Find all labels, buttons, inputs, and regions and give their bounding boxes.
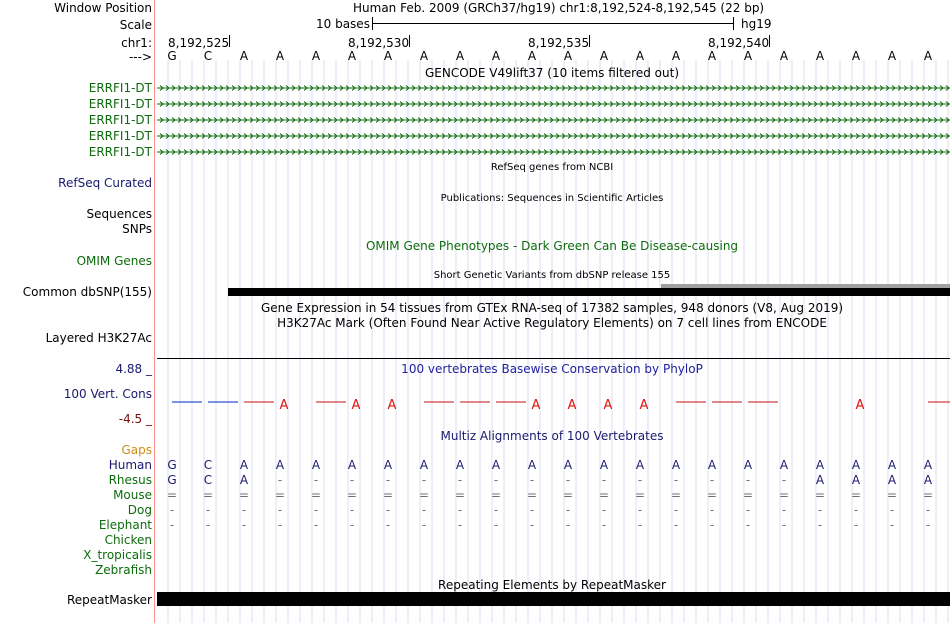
gencode-track-title: GENCODE V49lift37 (10 items filtered out) — [424, 66, 680, 80]
multiz-base: - — [205, 518, 211, 532]
multiz-base: - — [169, 503, 175, 517]
multiz-base: - — [457, 473, 463, 487]
sequence-base: A — [455, 49, 465, 63]
phylop-logo-base: A — [567, 398, 577, 413]
multiz-base: A — [455, 458, 465, 472]
multiz-species-label[interactable]: Chicken — [104, 533, 152, 547]
gencode-transcript-label[interactable]: ERRFI1-DT — [88, 97, 152, 111]
multiz-base: A — [419, 458, 429, 472]
multiz-base: - — [385, 473, 391, 487]
multiz-base: - — [709, 473, 715, 487]
multiz-base: A — [563, 458, 573, 472]
multiz-species-label[interactable]: Elephant — [98, 518, 152, 532]
gencode-transcript-label[interactable]: ERRFI1-DT — [88, 113, 152, 127]
multiz-species-label[interactable]: Rhesus — [108, 473, 152, 487]
phylop-logo-plot[interactable] — [157, 392, 950, 416]
multiz-base: - — [745, 503, 751, 517]
ruler-coordinate: 8,192,535 — [528, 36, 590, 50]
multiz-base: = — [346, 488, 358, 502]
multiz-species-label[interactable]: Human — [108, 458, 152, 472]
multiz-base: - — [493, 518, 499, 532]
sequence-base: A — [275, 49, 285, 63]
multiz-base: = — [382, 488, 394, 502]
phylop-min-value: -4.5 _ — [118, 412, 152, 426]
ruler-tick — [769, 35, 770, 47]
multiz-base: - — [853, 503, 859, 517]
multiz-base: = — [166, 488, 178, 502]
multiz-base: = — [202, 488, 214, 502]
multiz-base: A — [851, 458, 861, 472]
scale-label[interactable]: Scale — [119, 18, 152, 32]
multiz-base: A — [815, 458, 825, 472]
multiz-base: = — [274, 488, 286, 502]
multiz-base: - — [637, 503, 643, 517]
sequence-base: A — [419, 49, 429, 63]
phylop-logo-base: A — [531, 398, 541, 413]
h3k27ac-baseline — [157, 358, 950, 359]
multiz-base: A — [599, 458, 609, 472]
multiz-base: A — [815, 473, 825, 487]
multiz-base: = — [742, 488, 754, 502]
refseq-track-title: RefSeq genes from NCBI — [490, 162, 614, 173]
multiz-base: = — [526, 488, 538, 502]
multiz-base: = — [778, 488, 790, 502]
multiz-base: = — [850, 488, 862, 502]
sequence-base: A — [923, 49, 933, 63]
multiz-base: - — [673, 503, 679, 517]
ruler-coordinate: 8,192,525 — [168, 36, 230, 50]
multiz-base: - — [277, 473, 283, 487]
multiz-base: A — [239, 473, 249, 487]
sequence-base: G — [167, 49, 177, 63]
multiz-base: - — [601, 503, 607, 517]
multiz-base: - — [241, 518, 247, 532]
sequence-base: A — [239, 49, 249, 63]
left-border — [154, 0, 155, 623]
sequence-base: A — [563, 49, 573, 63]
phylop-logo-base: A — [279, 398, 289, 413]
sequence-base: A — [815, 49, 825, 63]
publications-track-title: Publications: Sequences in Scientific Articles — [440, 193, 664, 204]
multiz-base: A — [671, 458, 681, 472]
multiz-base: = — [922, 488, 934, 502]
sequence-base: A — [671, 49, 681, 63]
gencode-transcript-label[interactable]: ERRFI1-DT — [88, 145, 152, 159]
multiz-base: - — [313, 473, 319, 487]
phylop-logo-base: A — [639, 398, 649, 413]
multiz-base: - — [781, 518, 787, 532]
multiz-base: A — [851, 473, 861, 487]
multiz-base: - — [637, 473, 643, 487]
sequence-base: A — [491, 49, 501, 63]
multiz-base: A — [347, 458, 357, 472]
gencode-transcripts[interactable] — [157, 80, 950, 158]
sequence-base: A — [707, 49, 717, 63]
scale-bar-left-tick — [372, 17, 373, 30]
snps-track-label[interactable]: SNPs — [122, 222, 152, 236]
multiz-base: - — [313, 518, 319, 532]
multiz-base: - — [313, 503, 319, 517]
multiz-gaps-label[interactable]: Gaps — [121, 443, 152, 457]
multiz-base: - — [817, 518, 823, 532]
multiz-base: - — [817, 503, 823, 517]
multiz-base: A — [923, 473, 933, 487]
sequence-base: A — [851, 49, 861, 63]
multiz-base: - — [277, 518, 283, 532]
repeatmasker-track-title: Repeating Elements by RepeatMasker — [438, 578, 666, 592]
multiz-base: = — [886, 488, 898, 502]
sequence-base: A — [311, 49, 321, 63]
multiz-base: - — [925, 503, 931, 517]
window-position-label[interactable]: Window Position — [54, 1, 152, 15]
repeatmasker-element-bar[interactable] — [157, 592, 950, 606]
multiz-base: - — [205, 503, 211, 517]
multiz-base: = — [598, 488, 610, 502]
multiz-base: - — [421, 518, 427, 532]
phylop-logo-base: A — [351, 398, 361, 413]
multiz-base: - — [529, 518, 535, 532]
phylop-track-label[interactable]: 100 Vert. Cons — [63, 387, 152, 401]
gtex-track-title: Gene Expression in 54 tissues from GTEx RNA-seq of 17382 samples, 948 donors (V8, Aug 2019) — [260, 301, 844, 315]
multiz-base: - — [781, 473, 787, 487]
multiz-base: = — [418, 488, 430, 502]
sequence-base: A — [743, 49, 753, 63]
dbsnp-variant-bar[interactable] — [228, 288, 661, 296]
multiz-base: G — [167, 458, 177, 472]
multiz-base: - — [673, 473, 679, 487]
scale-bar — [372, 23, 733, 24]
ruler-coordinate: 8,192,540 — [708, 36, 770, 50]
multiz-base: - — [457, 503, 463, 517]
phylop-max-value: 4.88 _ — [115, 362, 152, 376]
sequence-base: A — [347, 49, 357, 63]
multiz-base: - — [745, 473, 751, 487]
multiz-base: A — [923, 458, 933, 472]
multiz-base: - — [889, 518, 895, 532]
multiz-base: - — [565, 518, 571, 532]
sequence-base: A — [779, 49, 789, 63]
chr-label[interactable]: chr1: — [121, 36, 152, 50]
multiz-base: = — [706, 488, 718, 502]
multiz-base: - — [493, 503, 499, 517]
multiz-base: - — [529, 473, 535, 487]
multiz-base: - — [349, 518, 355, 532]
multiz-base: - — [601, 473, 607, 487]
sequence-base: A — [887, 49, 897, 63]
multiz-track-title: Multiz Alignments of 100 Vertebrates — [440, 429, 664, 443]
multiz-base: - — [457, 518, 463, 532]
multiz-base: - — [853, 518, 859, 532]
omim-track-label[interactable]: OMIM Genes — [76, 254, 152, 268]
multiz-base: - — [421, 503, 427, 517]
multiz-base: A — [707, 458, 717, 472]
scale-bar-right-tick — [733, 17, 734, 30]
scale-db-text: hg19 — [741, 17, 772, 31]
multiz-base: = — [310, 488, 322, 502]
multiz-species-label[interactable]: Zebrafish — [95, 563, 152, 577]
strand-label[interactable]: ---> — [128, 50, 152, 64]
ruler-tick — [229, 35, 230, 47]
multiz-base: - — [241, 503, 247, 517]
dbsnp-track-title: Short Genetic Variants from dbSNP release 155 — [433, 270, 671, 281]
phylop-logo-base: A — [603, 398, 613, 413]
multiz-base: - — [925, 518, 931, 532]
multiz-base: A — [383, 458, 393, 472]
multiz-base: - — [421, 473, 427, 487]
phylop-track-title: 100 vertebrates Basewise Conservation by PhyloP — [401, 362, 703, 376]
multiz-base: = — [562, 488, 574, 502]
multiz-species-label[interactable]: Dog — [127, 503, 152, 517]
multiz-base: = — [238, 488, 250, 502]
multiz-base: - — [565, 503, 571, 517]
multiz-base: = — [454, 488, 466, 502]
ruler-tick — [409, 35, 410, 47]
multiz-base: A — [887, 458, 897, 472]
multiz-base: A — [779, 458, 789, 472]
scale-bases-text: 10 bases — [316, 17, 370, 31]
multiz-base: A — [275, 458, 285, 472]
multiz-base: - — [565, 473, 571, 487]
multiz-base: - — [385, 503, 391, 517]
dbsnp-variant-bar-end[interactable] — [661, 288, 950, 296]
multiz-species-label[interactable]: Mouse — [113, 488, 152, 502]
multiz-base: - — [709, 518, 715, 532]
multiz-base: - — [673, 518, 679, 532]
phylop-logo-base: A — [387, 398, 397, 413]
multiz-base: C — [203, 458, 213, 472]
ruler-tick — [589, 35, 590, 47]
refseq-track-label[interactable]: RefSeq Curated — [58, 176, 152, 190]
multiz-base: - — [349, 503, 355, 517]
multiz-base: A — [635, 458, 645, 472]
sequence-base: C — [203, 49, 213, 63]
h3k27ac-track-label[interactable]: Layered H3K27Ac — [45, 331, 152, 345]
dbsnp-track-label[interactable]: Common dbSNP(155) — [22, 285, 152, 299]
multiz-base: - — [385, 518, 391, 532]
h3k27ac-track-title: H3K27Ac Mark (Often Found Near Active Regulatory Elements) on 7 cell lines from ENCODE — [277, 316, 827, 330]
sequence-base: A — [635, 49, 645, 63]
multiz-base: - — [781, 503, 787, 517]
multiz-base: - — [277, 503, 283, 517]
ruler-coordinate: 8,192,530 — [348, 36, 410, 50]
phylop-logo-base: A — [855, 398, 865, 413]
multiz-base: A — [239, 458, 249, 472]
multiz-base: A — [527, 458, 537, 472]
multiz-base: = — [814, 488, 826, 502]
multiz-base: - — [601, 518, 607, 532]
omim-track-title: OMIM Gene Phenotypes - Dark Green Can Be Disease-causing — [365, 239, 739, 253]
gencode-transcript-label[interactable]: ERRFI1-DT — [88, 81, 152, 95]
multiz-base: = — [670, 488, 682, 502]
multiz-base: - — [745, 518, 751, 532]
multiz-base: G — [167, 473, 177, 487]
multiz-base: - — [169, 518, 175, 532]
gencode-transcript-label[interactable]: ERRFI1-DT — [88, 129, 152, 143]
multiz-base: - — [637, 518, 643, 532]
assembly-position-text: Human Feb. 2009 (GRCh37/hg19) chr1:8,192,524-8,192,545 (22 bp) — [353, 1, 765, 15]
multiz-base: - — [889, 503, 895, 517]
multiz-species-label[interactable]: X_tropicalis — [83, 548, 152, 562]
multiz-base: - — [529, 503, 535, 517]
multiz-base: = — [490, 488, 502, 502]
multiz-base: A — [311, 458, 321, 472]
sequence-base: A — [599, 49, 609, 63]
publications-track-label[interactable]: Sequences — [86, 207, 152, 221]
sequence-base: A — [383, 49, 393, 63]
multiz-base: C — [203, 473, 213, 487]
multiz-base: A — [887, 473, 897, 487]
sequence-base: A — [527, 49, 537, 63]
multiz-base: A — [491, 458, 501, 472]
multiz-base: - — [349, 473, 355, 487]
repeatmasker-track-label[interactable]: RepeatMasker — [66, 593, 152, 607]
multiz-base: A — [743, 458, 753, 472]
multiz-base: - — [493, 473, 499, 487]
multiz-base: - — [709, 503, 715, 517]
multiz-base: = — [634, 488, 646, 502]
